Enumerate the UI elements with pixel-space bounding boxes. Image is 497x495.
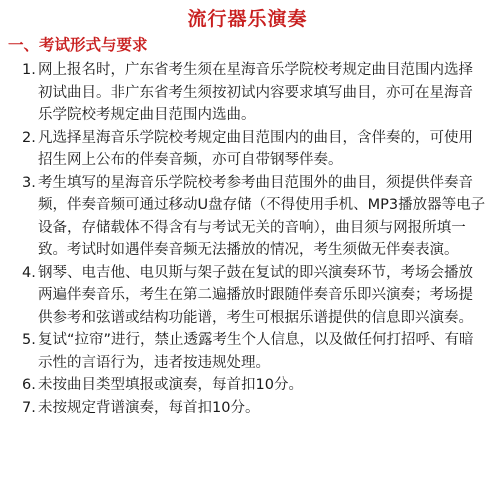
list-item-number: 3.: [22, 174, 36, 191]
list-item-number: 6.: [22, 377, 36, 393]
list-item-text: 考生填写的星海音乐学院校考参考曲目范围外的曲目，须提供伴奏音频，伴奏音频可通过移动U盘存储（不得使用手机、MP3播放器等电子设备，存储载体不得含有与考试无关的音响），曲目须与网报所填一致。考试时如遇伴奏音频无法播放的情况，考生须做无伴奏表演。: [38, 174, 486, 258]
list-item: [8, 397, 487, 420]
list-item-number: 1.: [22, 62, 36, 78]
list-item-text: 网上报名时，广东省考生须在星海音乐学院校考规定曲目范围内选择初试曲目。非广东省考生须按初试内容要求填写曲目，亦可在星海音乐学院校考规定曲目范围内选曲。: [38, 62, 473, 123]
list-item-number: 5.: [22, 332, 36, 348]
list-item-number: 2.: [22, 129, 36, 146]
document-title: 流行器乐演奏: [187, 8, 308, 30]
requirements-list: [8, 59, 487, 419]
list-item: [8, 262, 487, 330]
list-item: [8, 59, 487, 127]
list-item-text: 钢琴、电吉他、电贝斯与架子鼓在复试的即兴演奏环节，考场会播放两遍伴奏音乐，考生在第二遍播放时跟随伴奏音乐即兴演奏；考场提供参考和弦谱或结构功能谱，考生可根据乐谱提供的信息即兴演奏。: [38, 264, 473, 326]
list-item-number: 7.: [22, 399, 36, 416]
list-item-text: 凡选择星海音乐学院校考规定曲目范围内的曲目，含伴奏的，可使用招生网上公布的伴奏音频，亦可自带钢琴伴奏。: [38, 129, 473, 168]
list-item-text: 复试“拉帘”进行，禁止透露考生个人信息，以及做任何打招呼、有暗示性的言语行为，违者按违规处理。: [38, 332, 474, 371]
list-item: [8, 329, 487, 374]
list-item: [8, 172, 487, 262]
list-item-text: 未按规定背谱演奏，每首扣10分。: [38, 399, 260, 416]
list-item-number: 4.: [22, 264, 36, 281]
section-heading: 一、考试形式与要求: [8, 36, 148, 54]
list-item: [8, 374, 487, 397]
list-item: [8, 127, 487, 172]
list-item-text: 未按曲目类型填报或演奏，每首扣10分。: [38, 377, 303, 393]
